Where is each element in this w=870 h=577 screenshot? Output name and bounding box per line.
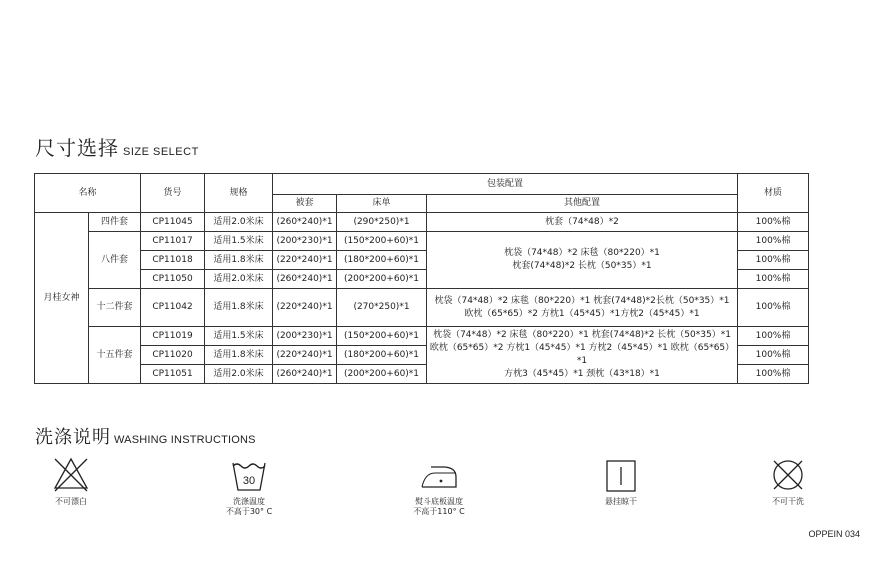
- iron-temp-limit: 不高于110° C: [413, 507, 465, 516]
- washing-title-en: WASHING INSTRUCTIONS: [114, 434, 256, 446]
- other-config: [427, 289, 738, 327]
- sheet-size: (180*200+60)*1: [337, 251, 427, 270]
- other-config-line: 枕袋（74*48）*2 床毯（80*220）*1: [504, 248, 660, 258]
- duvet-size: (260*240)*1: [273, 213, 337, 232]
- material: 100%棉: [738, 289, 809, 327]
- sheet-size: (270*250)*1: [337, 289, 427, 327]
- sheet-size: (290*250)*1: [337, 213, 427, 232]
- page-number: OPPEIN 034: [808, 529, 860, 539]
- size-table: [34, 173, 809, 384]
- duvet-size: (260*240)*1: [273, 270, 337, 289]
- wash-temp-label: 洗涤温度: [233, 497, 265, 506]
- set-label-12: 十二件套: [89, 289, 141, 327]
- wash-30-icon: [229, 455, 269, 495]
- material: 100%棉: [738, 213, 809, 232]
- product-code: CP11020: [141, 346, 205, 365]
- table-row: [35, 327, 809, 346]
- line-dry-item: [571, 455, 671, 507]
- material: 100%棉: [738, 365, 809, 384]
- size-select-title: [35, 132, 199, 161]
- header-package: 包装配置: [273, 174, 738, 195]
- material: 100%棉: [738, 270, 809, 289]
- no-bleach-label: 不可漂白: [55, 497, 87, 506]
- bed-spec: 适用2.0米床: [205, 365, 273, 384]
- no-dry-clean-label: 不可干洗: [772, 497, 804, 506]
- set-label-8: 八件套: [89, 232, 141, 289]
- material: 100%棉: [738, 346, 809, 365]
- no-bleach-item: [21, 455, 121, 507]
- line-dry-icon: [601, 455, 641, 495]
- duvet-size: (260*240)*1: [273, 365, 337, 384]
- header-spec: 规格: [205, 174, 273, 213]
- product-code: CP11018: [141, 251, 205, 270]
- iron-low-icon: [419, 455, 459, 495]
- header-duvet: 被套: [273, 195, 337, 213]
- sheet-size: (150*200+60)*1: [337, 232, 427, 251]
- other-config: [427, 327, 738, 384]
- material: 100%棉: [738, 251, 809, 270]
- other-config-line: 枕袋（74*48）*2 床毯（80*220）*1 枕套(74*48)*2长枕（50*35）*1: [434, 295, 730, 306]
- other-config-line: 方枕3（45*45）*1 颈枕（43*18）*1: [504, 369, 660, 379]
- header-sheet: 床单: [337, 195, 427, 213]
- size-select-title-cn: 尺寸选择: [35, 136, 119, 160]
- iron-temp-label: 熨斗底板温度: [415, 497, 463, 506]
- material: 100%棉: [738, 232, 809, 251]
- table-row: [35, 213, 809, 232]
- other-config: 枕套（74*48）*2: [427, 213, 738, 232]
- bed-spec: 适用1.5米床: [205, 327, 273, 346]
- table-row: [35, 232, 809, 251]
- duvet-size: (220*240)*1: [273, 251, 337, 270]
- set-label-4: 四件套: [89, 213, 141, 232]
- duvet-size: (220*240)*1: [273, 346, 337, 365]
- table-row: [35, 289, 809, 327]
- bed-spec: 适用1.8米床: [205, 251, 273, 270]
- product-code: CP11050: [141, 270, 205, 289]
- bed-spec: 适用1.8米床: [205, 289, 273, 327]
- product-code: CP11017: [141, 232, 205, 251]
- header-code: 货号: [141, 174, 205, 213]
- set-label-15: 十五件套: [89, 327, 141, 384]
- wash-temp-number: 30: [242, 475, 256, 487]
- product-code: CP11051: [141, 365, 205, 384]
- product-code: CP11045: [141, 213, 205, 232]
- sheet-size: (200*200+60)*1: [337, 270, 427, 289]
- product-code: CP11042: [141, 289, 205, 327]
- header-other: 其他配置: [427, 195, 738, 213]
- other-config-line: 欧枕（65*65）*2 方枕1（45*45）*1 方枕2（45*45）*1 欧枕（65*65）*1: [429, 343, 735, 366]
- sheet-size: (180*200+60)*1: [337, 346, 427, 365]
- size-select-title-en: SIZE SELECT: [123, 146, 199, 158]
- product-code: CP11019: [141, 327, 205, 346]
- no-dry-clean-icon: [768, 455, 808, 495]
- iron-temp-item: [389, 455, 489, 517]
- product-name: 月桂女神: [35, 213, 89, 384]
- bed-spec: 适用1.5米床: [205, 232, 273, 251]
- other-config-line: 枕套(74*48)*2 长枕（50*35）*1: [512, 261, 652, 271]
- line-dry-label: 悬挂晾干: [605, 497, 637, 506]
- wash-temp-item: [199, 455, 299, 517]
- washing-title: [35, 423, 256, 449]
- no-bleach-icon: [51, 455, 91, 495]
- sheet-size: (150*200+60)*1: [337, 327, 427, 346]
- header-material: 材质: [738, 174, 809, 213]
- duvet-size: (200*230)*1: [273, 232, 337, 251]
- sheet-size: (200*200+60)*1: [337, 365, 427, 384]
- other-config-line: 枕袋（74*48）*2 床毯（80*220）*1 枕套(74*48)*2 长枕（50*35）*1: [433, 330, 731, 340]
- wash-temp-limit: 不高于30° C: [225, 507, 273, 516]
- no-dry-clean-item: [738, 455, 838, 507]
- bed-spec: 适用2.0米床: [205, 213, 273, 232]
- other-config-line: 欧枕（65*65）*2 方枕1（45*45）*1方枕2（45*45）*1: [464, 308, 700, 319]
- duvet-size: (200*230)*1: [273, 327, 337, 346]
- washing-icons: [0, 455, 870, 535]
- washing-title-cn: 洗涤说明: [35, 427, 111, 448]
- other-config: [427, 232, 738, 289]
- bed-spec: 适用1.8米床: [205, 346, 273, 365]
- duvet-size: (220*240)*1: [273, 289, 337, 327]
- header-name: 名称: [35, 174, 141, 213]
- bed-spec: 适用2.0米床: [205, 270, 273, 289]
- material: 100%棉: [738, 327, 809, 346]
